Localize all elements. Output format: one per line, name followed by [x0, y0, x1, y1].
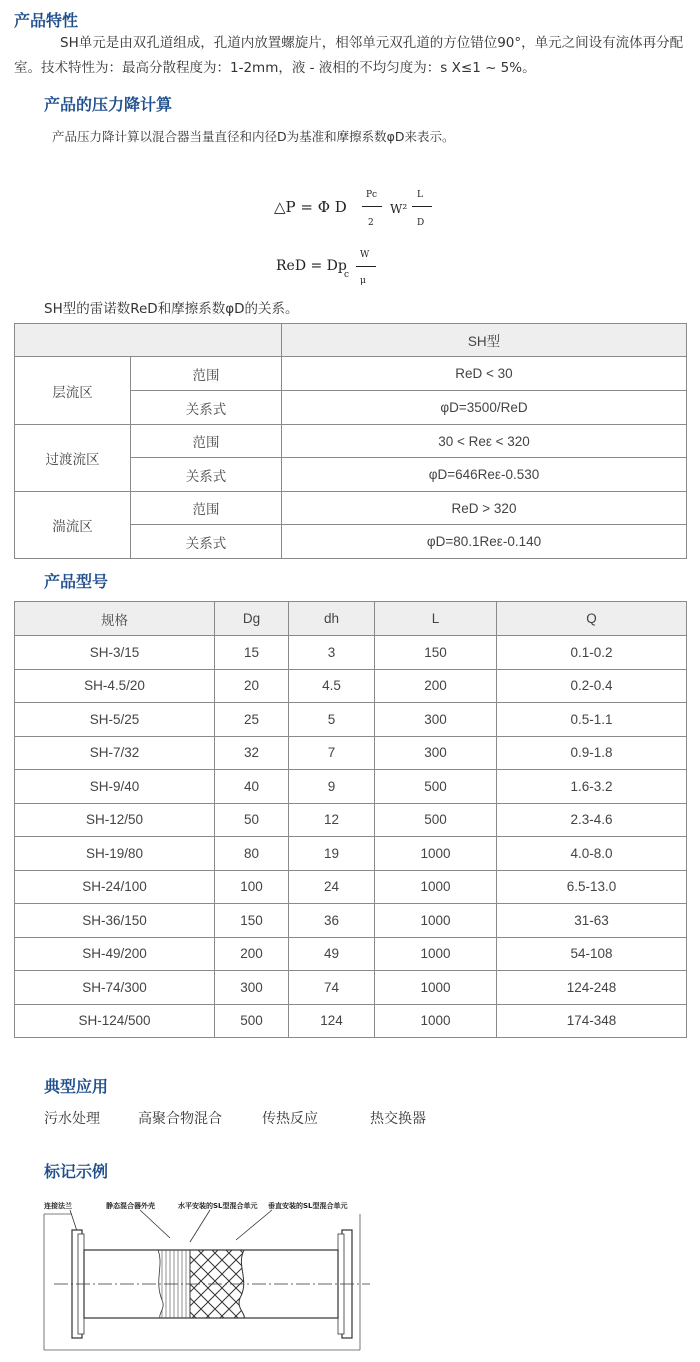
formula1-lhs: △P = Φ D: [274, 198, 347, 216]
label-housing: 静态混合器外壳: [106, 1202, 155, 1210]
model-cell-规格: SH-124/500: [15, 1004, 215, 1038]
leader-lines: [70, 1210, 272, 1242]
formula2-frac-num: W: [360, 250, 370, 260]
model-cell-L: 1000: [375, 870, 497, 904]
model-cell-Q: 0.2-0.4: [497, 669, 687, 703]
application-item: 传热反应: [262, 1111, 318, 1127]
model-cell-Q: 54-108: [497, 937, 687, 971]
model-row: [15, 736, 687, 770]
models-col-header: Dg: [215, 602, 289, 636]
model-cell-Q: 2.3-4.6: [497, 803, 687, 837]
formula-reynolds: [276, 250, 416, 292]
model-row: [15, 971, 687, 1005]
model-cell-dh: 5: [289, 703, 375, 737]
model-cell-dh: 12: [289, 803, 375, 837]
model-cell-L: 1000: [375, 971, 497, 1005]
model-cell-L: 1000: [375, 937, 497, 971]
pressure-intro: 产品压力降计算以混合器当量直径和内径D为基准和摩擦系数φD来表示。: [52, 129, 455, 144]
application-item: 高聚合物混合: [138, 1111, 222, 1127]
applications-title: 典型应用: [44, 1077, 109, 1096]
models-col-header: L: [375, 602, 497, 636]
model-cell-dh: 49: [289, 937, 375, 971]
model-row: [15, 837, 687, 871]
models-col-header: Q: [497, 602, 687, 636]
model-cell-L: 1000: [375, 1004, 497, 1038]
model-row: [15, 870, 687, 904]
model-cell-规格: SH-36/150: [15, 904, 215, 938]
features-text: SH单元是由双孔道组成，孔道内放置螺旋片，相邻单元双孔道的方位错位90°，单元之间设有流体再分配室。技术特性为：最高分散程度为：1-2mm，液 - 液相的不均匀度为：s X≤1 ~ 5%。: [14, 35, 684, 76]
relation-value: 30 < Reε < 320: [282, 425, 687, 458]
model-cell-规格: SH-24/100: [15, 870, 215, 904]
formula2-frac-bar: [356, 266, 376, 267]
formula2-sub: c: [344, 270, 350, 280]
model-cell-L: 300: [375, 703, 497, 737]
formula1-w2: W²: [390, 202, 408, 216]
model-cell-dh: 24: [289, 870, 375, 904]
relation-value: ReD < 30: [282, 357, 687, 391]
model-cell-规格: SH-5/25: [15, 703, 215, 737]
model-cell-规格: SH-4.5/20: [15, 669, 215, 703]
model-cell-Q: 31-63: [497, 904, 687, 938]
relation-caption: SH型的雷诺数ReD和摩擦系数φD的关系。: [44, 301, 299, 317]
model-cell-Q: 1.6-3.2: [497, 770, 687, 804]
relation-header-blank: [15, 324, 282, 357]
model-row: [15, 1004, 687, 1038]
models-table: [14, 601, 687, 1038]
model-cell-L: 1000: [375, 904, 497, 938]
label-horizontal: 水平安装的SL型混合单元: [178, 1202, 258, 1210]
model-row: [15, 937, 687, 971]
model-cell-L: 200: [375, 669, 497, 703]
models-title: 产品型号: [44, 572, 109, 591]
formula1-frac2-bar: [412, 206, 432, 207]
label-vertical: 垂直安装的SL型混合单元: [268, 1202, 348, 1210]
formula1-frac2-den: D: [417, 218, 425, 228]
formula-pressure-drop: [274, 186, 474, 236]
model-cell-Dg: 50: [215, 803, 289, 837]
model-cell-Dg: 40: [215, 770, 289, 804]
model-cell-规格: SH-74/300: [15, 971, 215, 1005]
model-cell-dh: 74: [289, 971, 375, 1005]
relation-value: ReD > 320: [282, 492, 687, 525]
model-cell-Q: 174-348: [497, 1004, 687, 1038]
model-cell-L: 500: [375, 770, 497, 804]
relation-label: 范围: [131, 425, 282, 458]
label-flange: 连接法兰: [44, 1202, 72, 1210]
model-cell-规格: SH-7/32: [15, 736, 215, 770]
relation-label: 关系式: [131, 458, 282, 492]
model-cell-L: 150: [375, 636, 497, 670]
formula2-lhs: ReD = Dp: [276, 258, 347, 274]
model-cell-Dg: 25: [215, 703, 289, 737]
relation-header: SH型: [282, 324, 687, 357]
model-cell-Dg: 200: [215, 937, 289, 971]
model-row: [15, 669, 687, 703]
model-cell-Q: 0.5-1.1: [497, 703, 687, 737]
models-col-header: dh: [289, 602, 375, 636]
model-cell-规格: SH-9/40: [15, 770, 215, 804]
model-cell-规格: SH-19/80: [15, 837, 215, 871]
zone-cell: 层流区: [15, 357, 131, 425]
model-cell-Q: 0.9-1.8: [497, 736, 687, 770]
model-cell-dh: 9: [289, 770, 375, 804]
model-cell-规格: SH-12/50: [15, 803, 215, 837]
model-cell-L: 1000: [375, 837, 497, 871]
relation-value: φD=646Reε-0.530: [282, 458, 687, 492]
zone-cell: 湍流区: [15, 492, 131, 559]
model-cell-Dg: 500: [215, 1004, 289, 1038]
model-row: [15, 770, 687, 804]
relation-table: [14, 323, 687, 559]
application-item: 污水处理: [44, 1111, 100, 1127]
model-cell-Q: 124-248: [497, 971, 687, 1005]
formula1-frac1-den: 2: [368, 218, 374, 228]
zone-cell: 过渡流区: [15, 425, 131, 492]
model-cell-Dg: 300: [215, 971, 289, 1005]
model-cell-dh: 7: [289, 736, 375, 770]
model-cell-规格: SH-49/200: [15, 937, 215, 971]
relation-label: 关系式: [131, 391, 282, 425]
model-cell-Q: 6.5-13.0: [497, 870, 687, 904]
mixer-diagram: [40, 1190, 380, 1362]
model-cell-Dg: 20: [215, 669, 289, 703]
features-title: 产品特性: [14, 11, 79, 30]
models-col-header: 规格: [15, 602, 215, 636]
model-cell-dh: 19: [289, 837, 375, 871]
model-cell-L: 300: [375, 736, 497, 770]
application-item: 热交换器: [370, 1111, 426, 1127]
model-cell-Q: 4.0-8.0: [497, 837, 687, 871]
model-cell-dh: 3: [289, 636, 375, 670]
marking-title: 标记示例: [44, 1162, 109, 1181]
model-cell-规格: SH-3/15: [15, 636, 215, 670]
formula1-frac1-bar: [362, 206, 382, 207]
relation-value: φD=3500/ReD: [282, 391, 687, 425]
model-cell-Dg: 150: [215, 904, 289, 938]
relation-label: 关系式: [131, 525, 282, 559]
model-cell-Dg: 32: [215, 736, 289, 770]
model-row: [15, 803, 687, 837]
model-cell-Q: 0.1-0.2: [497, 636, 687, 670]
model-cell-dh: 36: [289, 904, 375, 938]
pressure-title: 产品的压力降计算: [44, 95, 173, 114]
model-cell-dh: 124: [289, 1004, 375, 1038]
model-row: [15, 636, 687, 670]
model-row: [15, 703, 687, 737]
model-cell-Dg: 100: [215, 870, 289, 904]
relation-label: 范围: [131, 357, 282, 391]
model-row: [15, 904, 687, 938]
model-cell-Dg: 15: [215, 636, 289, 670]
model-cell-Dg: 80: [215, 837, 289, 871]
relation-value: φD=80.1Reε-0.140: [282, 525, 687, 559]
formula2-frac-den: μ: [360, 276, 366, 286]
formula1-frac1-num: Pc: [366, 190, 378, 200]
relation-label: 范围: [131, 492, 282, 525]
model-cell-dh: 4.5: [289, 669, 375, 703]
model-cell-L: 500: [375, 803, 497, 837]
formula1-frac2-num: L: [417, 190, 423, 200]
